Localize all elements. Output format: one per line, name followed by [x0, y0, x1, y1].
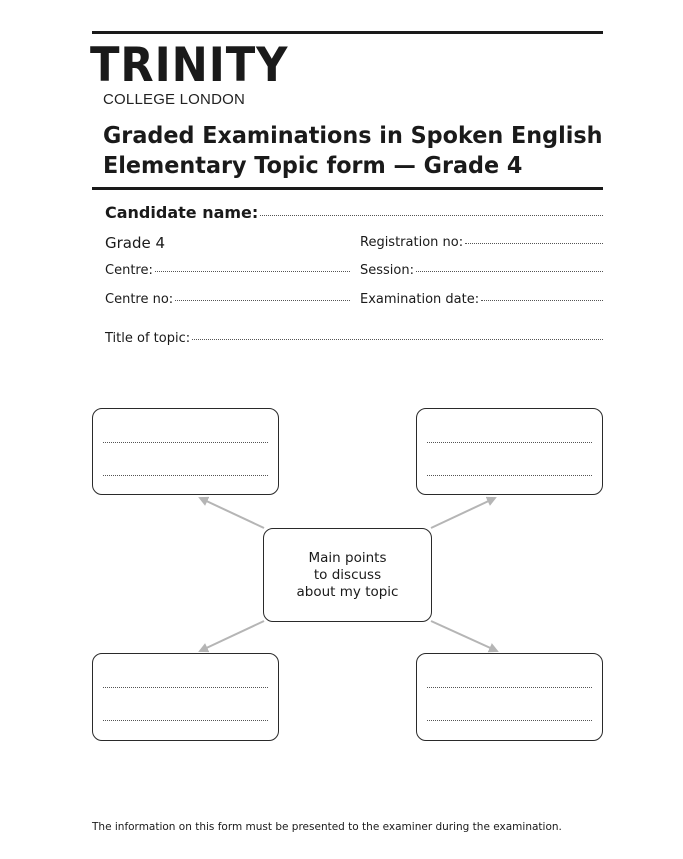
arrow-top-left — [200, 498, 264, 528]
point-box-bottom-right[interactable] — [416, 653, 603, 741]
candidate-name-label: Candidate name: — [105, 203, 259, 222]
point-line[interactable] — [103, 442, 268, 443]
center-text-line2: to discuss — [313, 566, 382, 583]
topic-title-label: Title of topic: — [105, 331, 191, 346]
point-line[interactable] — [427, 442, 592, 443]
exam-date-label: Examination date: — [360, 292, 480, 307]
form-title-line1: Graded Examinations in Spoken English — [103, 123, 603, 149]
centre-no-label: Centre no: — [105, 292, 174, 307]
session-label: Session: — [360, 263, 414, 278]
main-points-box — [263, 528, 432, 622]
point-line[interactable] — [427, 475, 592, 476]
point-line[interactable] — [103, 720, 268, 721]
center-text-line3: about my topic — [296, 583, 399, 600]
point-line[interactable] — [427, 687, 592, 688]
arrow-bottom-right — [431, 621, 497, 651]
point-line[interactable] — [103, 475, 268, 476]
point-line[interactable] — [427, 720, 592, 721]
point-box-top-right[interactable] — [416, 408, 603, 495]
point-line[interactable] — [103, 687, 268, 688]
centre-label: Centre: — [105, 263, 153, 278]
point-box-top-left[interactable] — [92, 408, 279, 495]
arrow-bottom-left — [200, 621, 264, 651]
registration-label: Registration no: — [360, 235, 464, 250]
footer-note: The information on this form must be presented to the examiner during the examination. — [92, 821, 562, 833]
center-text-line1: Main points — [308, 549, 387, 566]
grade-label: Grade 4 — [105, 234, 166, 252]
trinity-logo: TRINITY — [90, 38, 289, 93]
arrow-top-right — [431, 498, 495, 528]
form-title-line2: Elementary Topic form — Grade 4 — [103, 153, 523, 179]
logo-subtitle: COLLEGE LONDON — [103, 91, 246, 108]
point-box-bottom-left[interactable] — [92, 653, 279, 741]
